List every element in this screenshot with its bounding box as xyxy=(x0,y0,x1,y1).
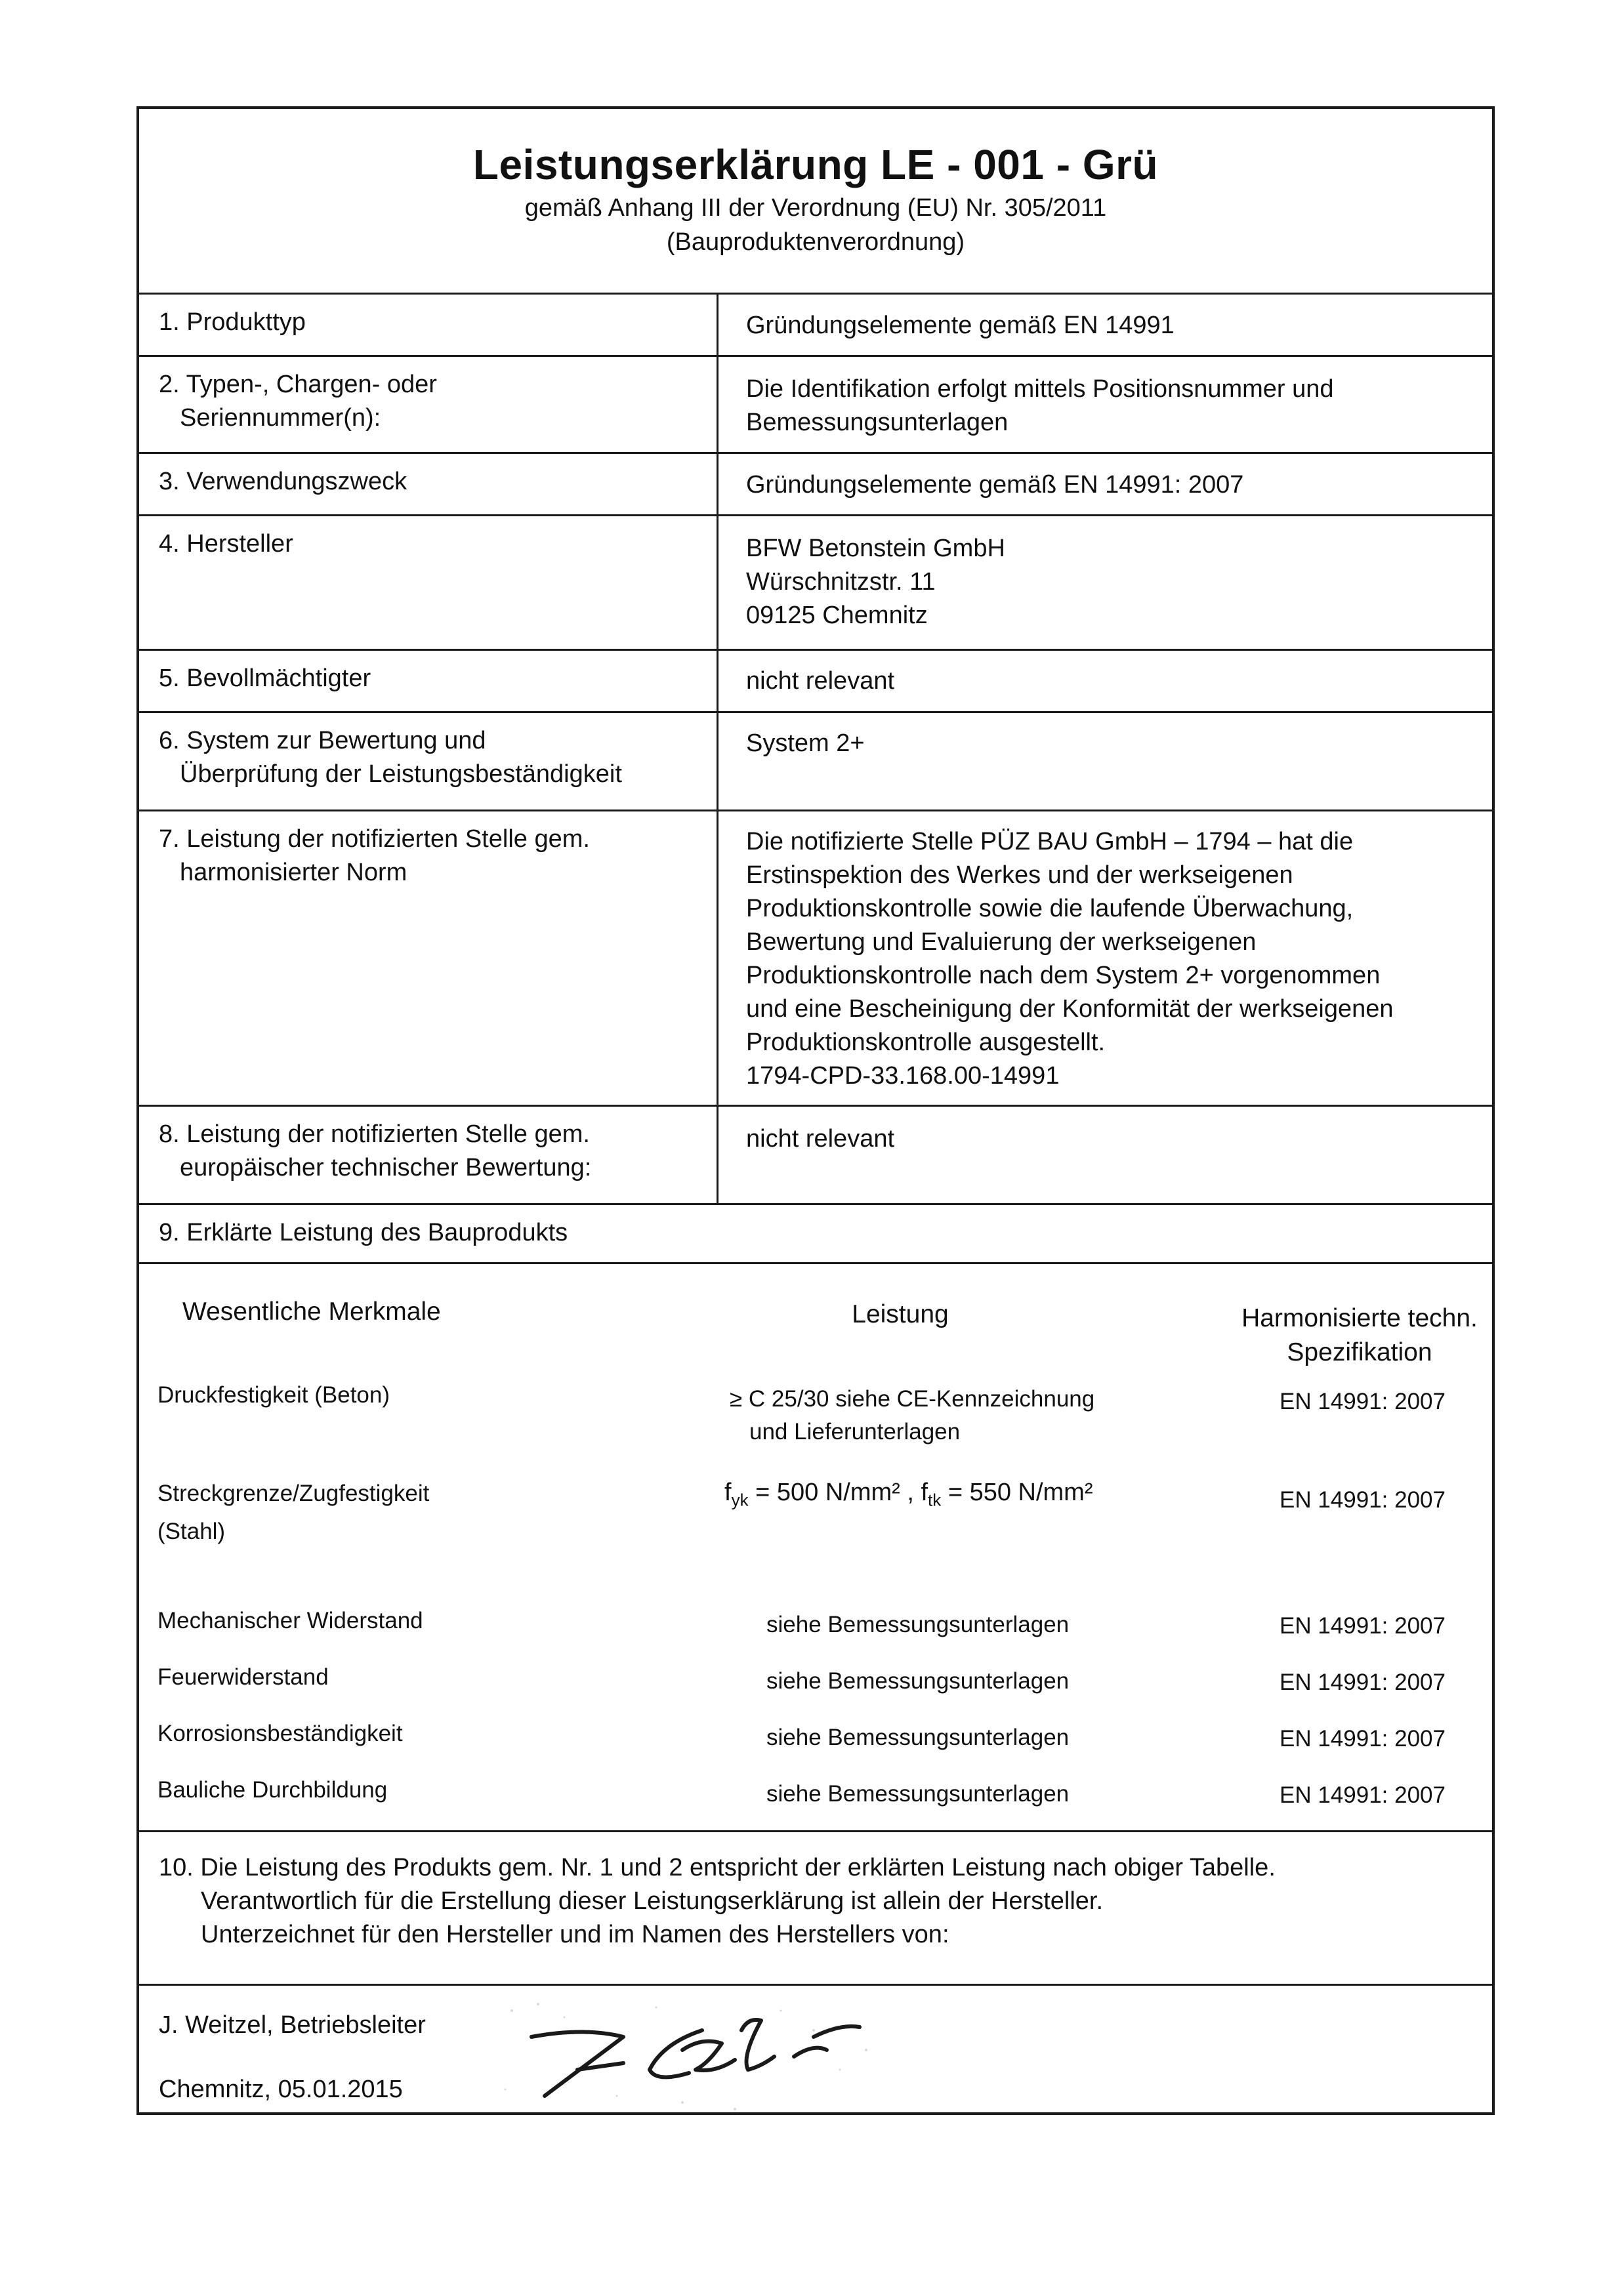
leistung-bauliche-durchbildung: siehe Bemessungsunterlagen xyxy=(766,1781,1070,1807)
row-value-bewertungssystem: System 2+ xyxy=(746,729,865,757)
rule-after-section-10 xyxy=(139,1984,1492,1986)
row-value-hersteller: BFW Betonstein GmbH Würschnitzstr. 11 09125 Chemnitz xyxy=(746,535,1005,629)
rule-after-row-5 xyxy=(139,711,1492,713)
leistung-mechanischer-widerstand: siehe Bemessungsunterlagen xyxy=(766,1612,1070,1637)
leistung-korrosionsbestaendigkeit: siehe Bemessungsunterlagen xyxy=(766,1725,1070,1750)
merkmal-korrosionsbestaendigkeit: Korrosionsbeständigkeit xyxy=(157,1721,403,1746)
col-header-merkmale: Wesentliche Merkmale xyxy=(182,1298,441,1326)
merkmal-bauliche-durchbildung: Bauliche Durchbildung xyxy=(157,1777,388,1803)
row-label-produkttyp: 1. Produkttyp xyxy=(159,308,306,336)
rule-after-header xyxy=(139,293,1492,295)
place-and-date: Chemnitz, 05.01.2015 xyxy=(159,2076,403,2103)
row-label-bewertungssystem: 6. System zur Bewertung und Überprüfung der Leistungsbeständigkeit xyxy=(159,727,622,788)
rule-after-row-1 xyxy=(139,355,1492,357)
spez-streckgrenze: EN 14991: 2007 xyxy=(1280,1487,1446,1513)
spez-korrosionsbestaendigkeit: EN 14991: 2007 xyxy=(1280,1726,1446,1752)
row-label-verwendungszweck: 3. Verwendungszweck xyxy=(159,468,407,495)
merkmal-feuerwiderstand: Feuerwiderstand xyxy=(157,1664,329,1690)
signatory-name: J. Weitzel, Betriebsleiter xyxy=(159,2011,426,2039)
spez-druckfestigkeit: EN 14991: 2007 xyxy=(1280,1389,1446,1414)
handwritten-signature-icon xyxy=(486,1991,892,2122)
rule-after-row-2 xyxy=(139,452,1492,454)
row-label-hersteller: 4. Hersteller xyxy=(159,530,293,558)
section-9-title: 9. Erklärte Leistung des Bauprodukts xyxy=(159,1219,568,1246)
rule-after-row-4 xyxy=(139,649,1492,651)
row-label-bevollmaechtigter: 5. Bevollmächtigter xyxy=(159,665,371,692)
rule-after-row-7 xyxy=(139,1105,1492,1107)
column-divider xyxy=(717,293,718,1203)
document-subtitle-regulation: gemäß Anhang III der Verordnung (EU) Nr. 305/2011 xyxy=(524,194,1107,222)
rule-after-row-3 xyxy=(139,514,1492,516)
document-subtitle-name: (Bauproduktenverordnung) xyxy=(666,228,965,256)
rule-after-row-8 xyxy=(139,1203,1492,1205)
row-label-typennummer: 2. Typen-, Chargen- oder Seriennummer(n): xyxy=(159,371,437,432)
row-value-verwendungszweck: Gründungselemente gemäß EN 14991: 2007 xyxy=(746,471,1244,499)
leistung-streckgrenze: $f_{yk} = 500$ N/mm² , $f_{tk} = 550$ N/mm² xyxy=(724,1479,1093,1510)
row-value-leistung-eta: nicht relevant xyxy=(746,1125,895,1153)
row-value-bevollmaechtigter: nicht relevant xyxy=(746,667,895,695)
document-title: Leistungserklärung LE - 001 - Grü xyxy=(472,141,1159,188)
rule-after-section-9 xyxy=(139,1830,1492,1832)
row-value-typennummer: Die Identifikation erfolgt mittels Positionsnummer und Bemessungsunterlagen xyxy=(746,375,1334,436)
col-header-spezifikation: Harmonisierte techn. Spezifikation xyxy=(1241,1304,1478,1366)
declaration-frame xyxy=(136,106,1495,2115)
merkmal-mechanischer-widerstand: Mechanischer Widerstand xyxy=(157,1608,423,1633)
row-value-leistung-harmonisiert: Die notifizierte Stelle PÜZ BAU GmbH – 1794 – hat die Erstinspektion des Werkes und der werkseigenen Produktionskontrolle sowie die laufende Überwachung, Bewertung und Evaluierung der werkseigenen Produktionskontrolle nach dem System 2+ vorgenommen und eine Bescheinigung der Konformität der werkseigenen Produktionskontrolle ausgestellt. 1794-CPD-33.168.00-14991 xyxy=(746,828,1394,1090)
row-label-leistung-eta: 8. Leistung der notifizierten Stelle gem. europäischer technischer Bewertung: xyxy=(159,1120,592,1181)
leistung-druckfestigkeit: ≥ C 25/30 siehe CE-Kennzeichnung und Lieferunterlagen xyxy=(730,1386,1095,1445)
rule-after-row-6 xyxy=(139,810,1492,811)
row-label-leistung-harmonisiert: 7. Leistung der notifizierten Stelle gem. harmonisierter Norm xyxy=(159,825,590,886)
col-header-leistung: Leistung xyxy=(852,1300,949,1328)
merkmal-druckfestigkeit: Druckfestigkeit (Beton) xyxy=(157,1382,390,1408)
merkmal-streckgrenze: Streckgrenze/Zugfestigkeit (Stahl) xyxy=(157,1481,430,1544)
row-value-produkttyp: Gründungselemente gemäß EN 14991 xyxy=(746,312,1175,339)
section-10-statement: 10. Die Leistung des Produkts gem. Nr. 1 und 2 entspricht der erklärten Leistung nach obiger Tabelle. Verantwortlich für die Erstellung dieser Leistungserklärung ist allein der Hersteller. Unterzeichnet für den Hersteller und im Namen des Herstellers von: xyxy=(159,1854,1276,1948)
spez-mechanischer-widerstand: EN 14991: 2007 xyxy=(1280,1613,1446,1639)
leistung-feuerwiderstand: siehe Bemessungsunterlagen xyxy=(766,1668,1070,1694)
spez-bauliche-durchbildung: EN 14991: 2007 xyxy=(1280,1782,1446,1808)
spez-feuerwiderstand: EN 14991: 2007 xyxy=(1280,1670,1446,1695)
rule-after-section-9-title xyxy=(139,1262,1492,1264)
